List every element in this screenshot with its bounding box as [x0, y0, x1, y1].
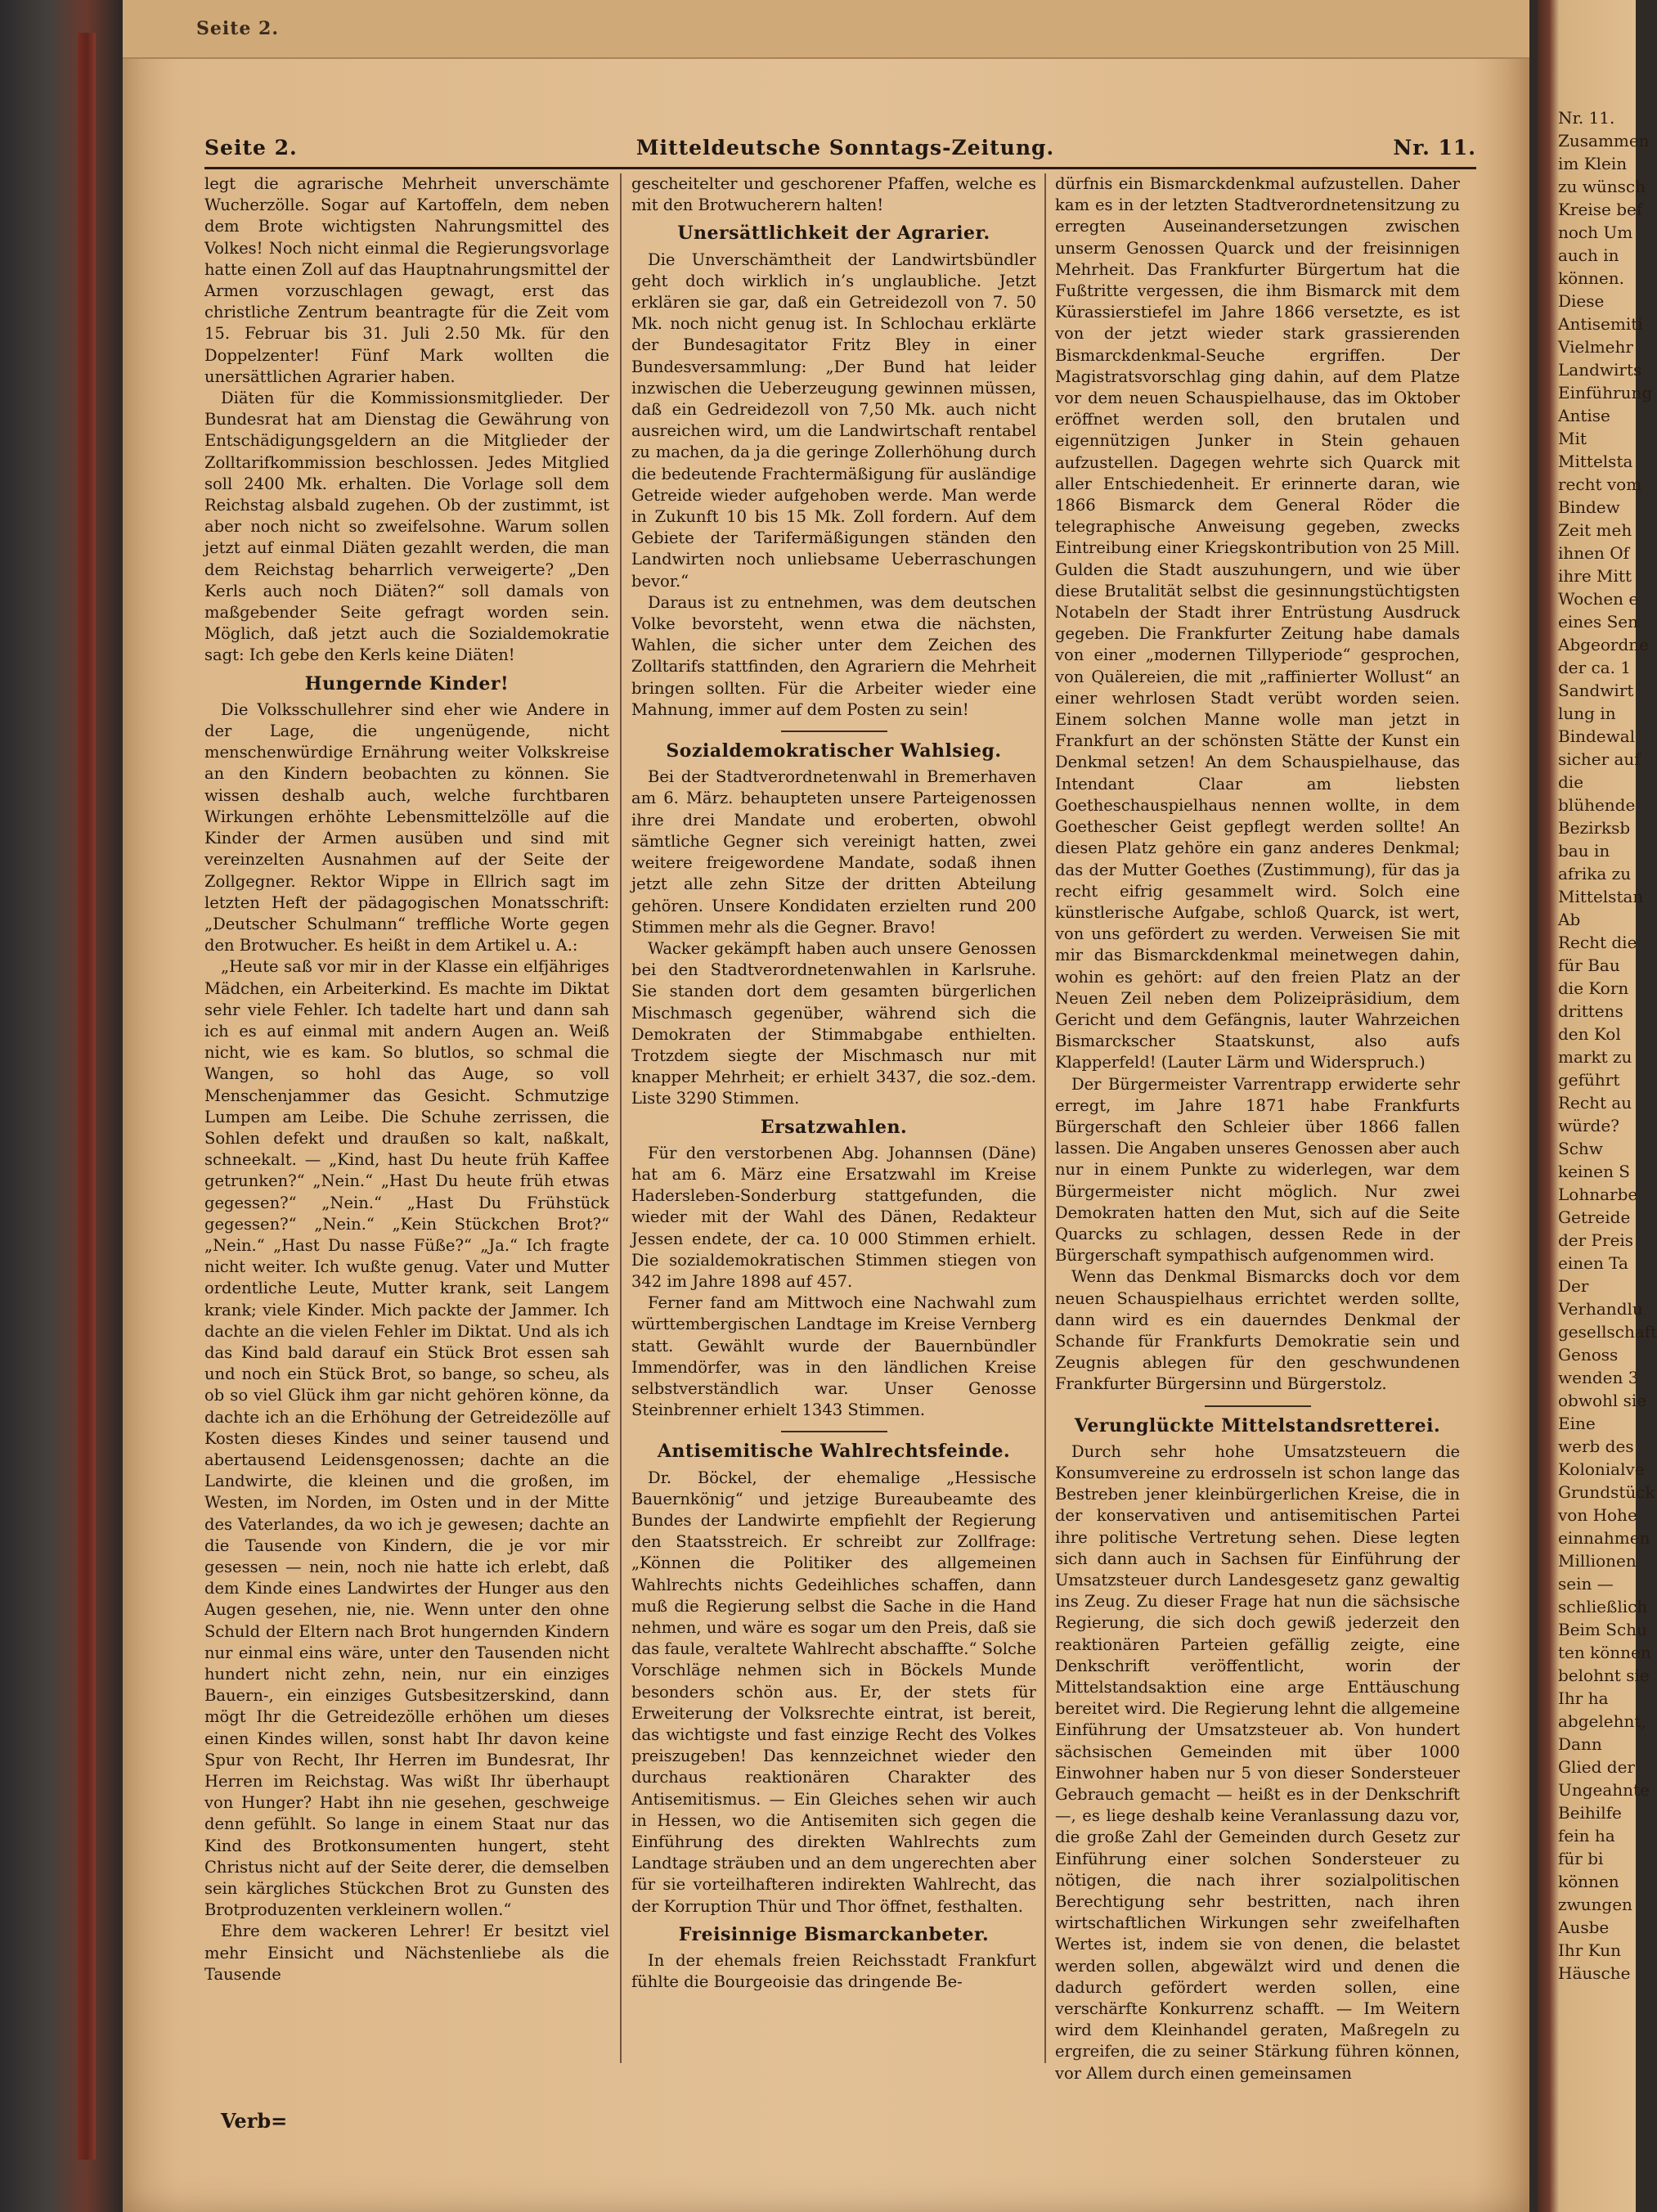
adjacent-page-line: Zeit meh [1558, 520, 1632, 540]
adjacent-page-line: Beihilfe [1558, 1803, 1622, 1823]
adjacent-page-line: Einführung [1558, 383, 1653, 402]
adjacent-page-line: Kreise bef [1558, 200, 1643, 219]
article-paragraph: legt die agrarische Mehrheit unverschämte Wucherzölle. Sogar auf Kartoffeln, dem neben dem Brote wichtigsten Nahrungsmittel des Volkes! Noch nicht einmal die Regierungsvorlage hatte einen Zoll auf das Hauptnahrungsmittel der Armen vorzuschlagen gewagt, erst das christliche Zentrum beantragte für die Zeit vom 15. Februar bis 31. Juli 2.50 Mk. für den Doppelzenter! Fünf Mark wollten die unersättlichen Agrarier haben. [204, 174, 609, 386]
article-paragraph: Ehre dem wackeren Lehrer! Er besitzt viel mehr Einsicht und Nächstenliebe als die Tausende [204, 1922, 609, 1984]
adjacent-page-line: der ca. 1 [1558, 658, 1632, 677]
adjacent-page-line: eines Sen [1558, 612, 1638, 632]
adjacent-page-text [1558, 106, 1657, 1985]
article-paragraph: Die Unverschämtheit der Landwirtsbündler geht doch wirklich in’s unglaubliche. Jetzt erklären sie gar, daß ein Getreidezoll von 7. 50 Mk. noch nicht genug ist. In Schlochau erklärte der Bundesagitator Fritz Bley in einer Bundesversammlung: „Der Bund hat leider inzwischen die Ueberzeugung gewinnen müssen, daß ein Gedreidezoll von 7,50 Mk. auch nicht ausreichen wird, um die Landwirtschaft rentabel zu machen, da ja die geringe Zollerhöhung durch die bedeutende Frachtermäßigung für ausländige Getreide wieder aufgehoben werde. Man werde in Zukunft 10 bis 15 Mk. Zoll fordern. Auf dem Gebiete der Tarifermäßigungen ständen den Landwirten noch unliebsame Ueberraschungen bevor.“ [631, 250, 1036, 591]
adjacent-page-line: Antisemiti [1558, 314, 1643, 334]
adjacent-page-line: Landwirts [1558, 360, 1642, 380]
adjacent-page-line: für Bau [1558, 955, 1620, 975]
article-paragraph: Bei der Stadtverordnetenwahl in Bremerhaven am 6. März. behaupteten unsere Parteigenossen ihre drei Mandate und eroberten, obwohl sämtliche Gegner sich vereinigt hatten, zwei weitere freigewordene Mandate, sodaß ihnen jetzt alle zehn Sitze der dritten Abteilung gehören. Unsere Kondidaten erzielten rund 200 Stimmen mehr als die Gegner. Bravo! [631, 767, 1036, 937]
adjacent-page-line: belohnt sie [1558, 1666, 1650, 1685]
adjacent-page-line: Millionen [1558, 1551, 1637, 1571]
adjacent-page-line: Sandwirt [1558, 681, 1634, 700]
adjacent-page-line: Recht die [1558, 933, 1637, 952]
column-rule [620, 173, 622, 2063]
article-paragraph: „Heute saß vor mir in der Klasse ein elfjähriges Mädchen, ein Arbeiterkind. Es machte im Diktat sehr viele Fehler. Ich tadelte hart und dann sah ich es auf einmal mit andern Augen an. Weiß nicht, wie es kam. So blutlos, so schmal die Wangen, so hohl das Auge, so voll Menschenjammer das Gesicht. Schmutzige Lumpen am Leibe. Die Schuhe zerrissen, die Sohlen defekt und draußen so kalt, naßkalt, schneekalt. — „Kind, hast Du heute früh Kaffee getrunken?“ „Nein.“ „Hast Du heute früh etwas gegessen?“ „Nein.“ „Hast Du Frühstück gegessen?“ „Nein.“ „Kein Stückchen Brot?“ „Nein.“ „Hast Du nasse Füße?“ „Ja.“ Ich fragte nicht weiter. Ich wußte genug. Vater und Mutter ordentliche Leute, Mutter krank, seit Langem krank; viele Kinder. Mich packte der Jammer. Ich dachte an die vielen Fehler im Diktat. Und als ich das Kind bald darauf ein Stück Brot essen sah und noch ein Stück Brot, so bange, so scheu, als ob so viel Glück ihm gar nicht gehören könne, da dachte ich an die Erhöhung der Getreidezölle auf Kosten dieses Kindes und seiner tausend und abertausend Leidensgenossen; dachte an die Landwirte, die kleinen und die großen, im Westen, im Norden, im Osten und in der Mitte des Vaterlandes, da wo ich je gewesen; dachte an die Tausende von Kindern, die je vor mir gesessen — nein, noch nie hatte ich erlebt, daß dem Kinde eines Landwirtes der Hunger aus den Augen gesehen, nie, nie. Wenn unter den ohne Schuld der Eltern nach Brot hungernden Kindern nur einmal eins wäre, unter den Tausenden nicht hundert nicht zehn, nein, nur ein einziges Bauern-, ein einziges Gutsbesitzerskind, dann mögt Ihr die Getreidezölle erhöhen um dieses einen Kindes willen, sonst habt Ihr davon keine Spur von Recht, Ihr Herren im Bundesrat, Ihr Herren im Reichstag. Was wißt Ihr überhaupt von Hunger? Habt ihn nie gesehen, geschweige denn gefühlt. So lange in einem Staat nur das Kind des Brotkonsumenten hungert, steht Christus nicht auf der Seite derer, die demselben sein kärgliches Stückchen Brot zu Gunsten des Brotproduzenten verkleinern wollen.“ [204, 957, 609, 1920]
adjacent-page-line: Bindewal [1558, 726, 1636, 746]
adjacent-page-line: können [1558, 1872, 1619, 1891]
adjacent-page-line: Eine [1558, 1414, 1596, 1433]
adjacent-page-line: ihnen Of [1558, 543, 1630, 563]
adjacent-page-line: Mit [1558, 429, 1587, 448]
adjacent-page-line: würde? [1558, 1116, 1619, 1135]
adjacent-page-line: obwohl sie [1558, 1391, 1647, 1410]
adjacent-page-line: Grundstück [1558, 1482, 1655, 1502]
article-paragraph: Die Volksschullehrer sind eher wie Andere in der Lage, die ungenügende, nicht menschenwürdige Ernährung weiter Volkskreise an den Kindern beobachten zu können. Sie wissen deshalb auch, welche furchtbaren Wirkungen erhöhte Lebensmittelzölle auf die Kinder der Armen ausüben und sind mit vereinzelten Ausnahmen auf der Seite der Zollgegner. Rektor Wippe in Ellrich sagt im letzten Heft der pädagogischen Monatsschrift: „Deutscher Schulmann“ treffliche Worte gegen den Brotwucher. Es heißt in dem Artikel u. A.: [204, 699, 609, 955]
article-paragraph: gescheitelter und geschorener Pfaffen, welche es mit den Brotwucherern halten! [631, 174, 1036, 215]
adjacent-page-line: ten können [1558, 1643, 1651, 1662]
column-1 [204, 173, 609, 1985]
article-paragraph: In der ehemals freien Reichsstadt Frankfurt fühlte die Bourgeoisie das dringende Be- [631, 1951, 1036, 1992]
adjacent-page-line: Ab [1558, 910, 1581, 929]
header-rule [204, 167, 1476, 169]
adjacent-page-line: Bindew [1558, 497, 1620, 517]
article-heading: Hungernde Kinder! [304, 672, 510, 695]
article-heading: Antisemitische Wahlrechtsfeinde. [657, 1441, 1011, 1463]
adjacent-page-line: Lohnarbe [1558, 1185, 1638, 1204]
adjacent-page-line: sein — [1558, 1574, 1614, 1594]
adjacent-page-line: einen Ta [1558, 1253, 1628, 1273]
adjacent-page-line: Antise [1558, 406, 1610, 425]
adjacent-page-line: noch Um [1558, 223, 1633, 242]
article-heading: Sozialdemokratischer Wahlsieg. [666, 740, 1002, 762]
article-heading: Freisinnige Bismarckanbeter. [678, 1923, 990, 1945]
adjacent-page-line: zwungen [1558, 1895, 1632, 1914]
adjacent-page-line: keinen S [1558, 1162, 1631, 1181]
page-header [204, 131, 1476, 164]
adjacent-page-line: Wochen e [1558, 589, 1639, 609]
adjacent-page-line: für bi [1558, 1849, 1604, 1868]
article-paragraph: dürfnis ein Bismarckdenkmal aufzustellen. Daher kam es in der letzten Stadtverordnetensitzung zu erregten Auseinandersetzungen zwischen unserm Genossen Quarck und der freisinnigen Mehrheit. Das Frankfurter Bürgertum hat die Fußtritte vergessen, die ihm Bismarck mit dem Kürassierstiefel im Jahre 1866 versetzte, es ist von der jetzt wieder stark grassierenden Bismarckdenkmal-Seuche ergriffen. Der Magistratsvorschlag ging dahin, auf dem Platze vor dem neuen Schauspielhause, das im Oktober eröffnet werden soll, den brutalen und eigennützigen Junker in Stein gehauen aufzustellen. Dagegen wehrte sich Quarck mit aller Entschiedenheit. Er erinnerte daran, wie 1866 Bismarck dem General Röder die telegraphische Anweisung gegeben, zwecks Eintreibung einer Kriegskontribution von 25 Mill. Gulden die Stadt auszuhungern, und wie über diese Brutalität selbst die gesinnungstüchtigsten Notabeln der Stadt ihrer Entrüstung Ausdruck gegeben. Die Frankfurter Zeitung habe damals von einer „modernen Tillyperiode“ gesprochen, von Quälereien, die mit „raffinierter Wollust“ an einer wehrlosen Stadt verübt worden seien. Einem solchen Manne wolle man jetzt in Frankfurt an der schönsten Stätte der Kunst ein Denkmal setzen! An dem Schauspielhause, das Intendant Claar am liebsten Goetheschauspielhaus nennen wollte, in dem Goethescher Geist gepflegt werden sollte! An diesen Platz gehöre ein ganz anderes Denkmal; das der Mutter Goethes (Zustimmung), für das ja recht eifrig gesammelt wird. Solch eine künstlerische Aufgabe, schloß Quarck, ist wert, von uns gefördert zu werden. Verweisen Sie mit mir das Bismarckdenkmal meinetwegen dahin, wohin es gehört: auf den freien Platz an der Neuen Zeil neben dem Polizeipräsidium, dem Gericht und dem Gefängnis, lauter Wahrzeichen Bismarckscher Staatskunst, also aufs Klapperfeld! (Lauter Lärm und Widerspruch.) [1055, 174, 1460, 1072]
adjacent-page-line: Mittelstan [1558, 887, 1644, 906]
article-paragraph: Dr. Böckel, der ehemalige „Hessische Bauernkönig“ und jetzige Bureaubeamte des Bundes der Landwirte empfiehlt der Regierung den Staatsstreich. Er schreibt zur Zollfrage: „Können die Politiker des allgemeinen Wahlrechts nichts Gedeihliches schaffen, dann muß die Regierung selbst die Sache in die Hand nehmen, und wäre es sogar um den Preis, daß sie das faule, veraltete Wahlrecht abschaffte.“ Solche Vorschläge nehmen sich in Böckels Munde besonders schön aus. Er, der stets für Erweiterung der Volksrechte eintrat, ist bereit, das wichtigste und fast einzige Recht des Volkes preiszugeben! Das kennzeichnet wieder den durchaus reaktionären Charakter des Antisemitismus. — Ein Gleiches sehen wir auch in Hessen, wo die Antisemiten sich gegen die Einführung des direkten Wahlrechts zum Landtage sträuben und an dem ungerechten aber für sie vorteilhafteren indirekten Wahlrecht, das der Korruption Thür und Thor öffnet, festhalten. [631, 1468, 1036, 1916]
adjacent-page-line: Häusche [1558, 1963, 1631, 1983]
article-paragraph: Für den verstorbenen Abg. Johannsen (Däne) hat am 6. März eine Ersatzwahl im Kreise Hadersleben-Sonderburg stattgefunden, die wieder mit der Wahl des Dänen, Redakteur Jessen endete, der ca. 10 000 Stimmen erhielt. Die sozialdemokratischen Stimmen stiegen von 342 im Jahre 1898 auf 457. [631, 1143, 1036, 1291]
adjacent-page-line: können. [1558, 268, 1624, 288]
adjacent-page-line: Recht au [1558, 1093, 1632, 1113]
binding-spine-stripe [78, 33, 96, 2160]
article-paragraph: Wenn das Denkmal Bismarcks doch vor dem neuen Schauspielhaus errichtet werden sollte, dann wird es ein dauerndes Denkmal der Schande für Frankfurts Demokratie sein und Zeugnis ablegen für den geschwundenen Frankfurter Bürgersinn und Bürgerstolz. [1055, 1267, 1460, 1394]
adjacent-page-line: Schw [1558, 1139, 1603, 1158]
adjacent-page-line: Der [1558, 1276, 1589, 1296]
adjacent-page-line: drittens [1558, 1001, 1623, 1021]
article-paragraph: Der Bürgermeister Varrentrapp erwiderte sehr erregt, im Jahre 1871 habe Frankfurts Bürgerschaft den Schleier über 1866 fallen lassen. Die Angaben unseres Genossen aber auch nur in einem Punkte zu widerlegen, war dem Bürgermeister nicht möglich. Nur zwei Demokraten hatten den Mut, sich auf die Seite Quarcks zu schlagen, dessen Rede in der Bürgerschaft sympathisch aufgenommen wird. [1055, 1074, 1460, 1266]
adjacent-page-line: markt zu [1558, 1047, 1632, 1067]
adjacent-page-line: Diese [1558, 291, 1605, 311]
section-separator [781, 1431, 887, 1432]
adjacent-page-line: auch in [1558, 245, 1619, 265]
page-number: Seite 2. [204, 135, 298, 160]
adjacent-page-line: Ihr ha [1558, 1688, 1609, 1708]
article-heading: Ersatzwahlen. [760, 1116, 908, 1138]
adjacent-page-line: Verhandlu [1558, 1299, 1643, 1319]
adjacent-page-line: Vielmehr [1558, 337, 1633, 357]
adjacent-page-line: bau in [1558, 841, 1610, 861]
adjacent-page-line: den Kol [1558, 1024, 1621, 1044]
adjacent-page-line: Zusammen [1558, 131, 1650, 151]
adjacent-page-line: von Hohe [1558, 1505, 1637, 1525]
adjacent-page-line: recht vom [1558, 474, 1642, 494]
column-rule [1044, 173, 1046, 2063]
adjacent-page-line: Glied der [1558, 1757, 1635, 1777]
adjacent-page-line: zu wünsch [1558, 177, 1646, 196]
adjacent-page-line: Kolonialve [1558, 1459, 1645, 1479]
adjacent-page-line: wenden 3 [1558, 1368, 1639, 1387]
column-3 [1055, 173, 1460, 2084]
adjacent-page-line: Mittelsta [1558, 452, 1633, 471]
adjacent-page-line: Bezirksb [1558, 818, 1631, 838]
article-paragraph: Durch sehr hohe Umsatzsteuern die Konsumvereine zu erdrosseln ist schon lange das Bestreben jener kleinbürgerlichen Kreise, die in der konservativen und antisemitischen Partei ihre politische Vertretung sehen. Diese legten sich dann auch in Sachsen für Einführung der Umsatzsteuer durch Landesgesetz ganz gewaltig ins Zeug. Zu dieser Frage hat nun die sächsische Regierung, die sich doch gewiß jederzeit den reaktionären Parteien gefällig zeigte, eine Denkschrift veröffentlicht, worin der Mittelstandsaktion eine arge Enttäuschung bereitet wird. Die Regierung lehnt die allgemeine Einführung der Umsatzsteuer ab. Von hundert sächsischen Gemeinden mit über 1000 Einwohner haben nur 5 von dieser Sondersteuer Gebrauch gemacht — heißt es in der Denkschrift —, es liege deshalb keine Veranlassung dazu vor, die große Zahl der Gemeinden durch Gesetz zur Einführung einer solchen Sondersteuer zu nötigen, die nach ihrer sozialpolitischen Berechtigung sehr bestritten, nach ihren wirtschaftlichen Wirkungen sehr zweifelhaften Wertes ist, indem sie von denen, die belastet werden sollen, abgewälzt wird und denen die dadurch gefördert werden sollen, eine verschärfte Konkurrenz schafft. — Im Weitern wird dem Kleinhandel geraten, Maßregeln zu ergreifen, die zu seiner Stärkung führen können, vor Allem durch einen gemeinsamen [1055, 1441, 1460, 2083]
underlying-page-edge [123, 0, 1529, 59]
adjacent-page-line: Genoss [1558, 1345, 1619, 1365]
article-paragraph: Daraus ist zu entnehmen, was dem deutschen Volke bevorsteht, wenn etwa die nächsten, Wahlen, die sicher unter dem Zeichen des Zolltarifs stattfinden, den Agrariern die Mehrheit bringen sollten. Für die Arbeiter wieder eine Mahnung, immer auf dem Posten zu sein! [631, 592, 1036, 719]
adjacent-page-line: der Preis [1558, 1230, 1634, 1250]
article-paragraph: Ferner fand am Mittwoch eine Nachwahl zum württembergischen Landtage im Kreise Vernberg statt. Gewählt wurde der Bauernbündler Immendörfer, was in den ländlichen Kreise selbstverständlich war. Unser Genosse Steinbrenner erhielt 1343 Stimmen. [631, 1293, 1036, 1420]
adjacent-page-line: die [1558, 772, 1584, 792]
issue-number: Nr. 11. [1393, 135, 1476, 160]
adjacent-page-line: afrika zu [1558, 864, 1632, 883]
adjacent-page-line: im Klein [1558, 154, 1628, 173]
article-heading: Unersättlichkeit der Agrarier. [677, 223, 990, 245]
adjacent-page-line: fein ha [1558, 1826, 1615, 1846]
section-separator [781, 731, 887, 732]
catchword: Verb= [221, 2109, 288, 2133]
adjacent-page-line: abgelehnt, [1558, 1711, 1646, 1731]
column-2 [631, 173, 1036, 1993]
section-separator [1205, 1405, 1311, 1407]
adjacent-page-line: Ungeahnte [1558, 1780, 1650, 1800]
adjacent-page-line: ihre Mitt [1558, 566, 1632, 586]
article-heading: Verunglückte Mittelstandsretterei. [1074, 1414, 1441, 1436]
adjacent-page-line: Getreide [1558, 1207, 1631, 1227]
adjacent-page-line: Ihr Kun [1558, 1940, 1621, 1960]
adjacent-page-line: geführt [1558, 1070, 1620, 1090]
adjacent-page-line: blühende [1558, 795, 1636, 815]
adjacent-page-line: Ausbe [1558, 1918, 1610, 1937]
adjacent-page-line: Beim Schu [1558, 1620, 1647, 1639]
adjacent-page-line: Nr. 11. [1558, 108, 1615, 128]
adjacent-page-line: schließlich [1558, 1597, 1648, 1616]
adjacent-page-line: werb des [1558, 1436, 1634, 1456]
book-binding [0, 0, 123, 2212]
adjacent-page-line: lung in [1558, 704, 1616, 723]
newspaper-title: Mitteldeutsche Sonntags-Zeitung. [635, 135, 1055, 160]
adjacent-page-line: Dann [1558, 1734, 1602, 1754]
article-paragraph: Diäten für die Kommissionsmitglieder. Der Bundesrat hat am Dienstag die Gewährung von Entschädigungsgeldern an die Mitglieder der Zolltarifkommission beschlossen. Jedes Mitglied soll 2400 Mk. erhalten. Die Vorlage soll dem Reichstag alsbald zugehen. Ob der zustimmt, ist aber noch nicht so zweifelsohne. Warum sollen jetzt auf einmal Diäten gezahlt werden, die man dem Reichstag beharrlich verweigerte? „Den Kerls auch noch Diäten?“ soll damals von maßgebender Seite gefragt worden sein. Möglich, daß jetzt auch die Sozialdemokratie sagt: Ich gebe den Kerls keine Diäten! [204, 389, 609, 665]
article-paragraph: Wacker gekämpft haben auch unsere Genossen bei den Stadtverordnetenwahlen in Karlsruhe. Sie standen dort dem gesamten bürgerlichen Mischmasch gegenüber, während sich die Demokraten der Stimmabgabe enthielten. Trotzdem siegte der Mischmasch nur mit knapper Mehrheit; er erhielt 3437, die soz.-dem. Liste 3290 Stimmen. [631, 938, 1036, 1108]
adjacent-page-line: Abgeordne [1558, 635, 1650, 654]
ghost-page-header: Seite 2. [196, 18, 280, 39]
adjacent-page-line: sicher auf [1558, 749, 1641, 769]
adjacent-page-line: gesellschaft [1558, 1322, 1657, 1342]
adjacent-page-line: einnahmen [1558, 1528, 1650, 1548]
adjacent-page-line: die Korn [1558, 978, 1629, 998]
